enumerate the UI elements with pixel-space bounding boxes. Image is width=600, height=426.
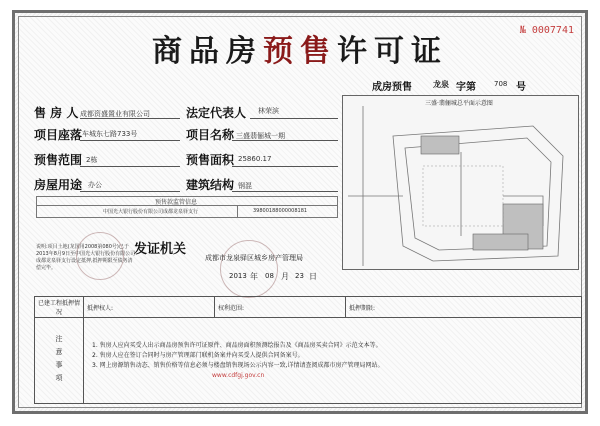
underline [232, 140, 338, 141]
note-1: 1. 售房人应向买受人出示商品房预售许可证原件、商品房面积预测绘报告及《商品房买卖合同》示范文本等。 [92, 341, 382, 349]
row1-label: 已建工程抵押情况 [35, 297, 84, 318]
official-seal [76, 232, 124, 280]
notes-content [84, 318, 582, 404]
date-month: 08 [265, 272, 274, 280]
notes-label: 注意事项 [35, 318, 84, 404]
date-day: 23 [295, 272, 304, 280]
bank-account-no: 39800188000008181 [253, 208, 308, 214]
site-plan-drawing [343, 96, 579, 270]
underline [232, 191, 338, 192]
date-y: 年 [250, 272, 258, 281]
cert-no-number: 708 [494, 80, 508, 88]
label-legal-rep: 法定代表人 [186, 106, 247, 120]
underline [232, 166, 338, 167]
underline [80, 140, 180, 141]
underline [80, 118, 180, 119]
value-scope: 2栋 [86, 156, 98, 164]
title-part-highlight: 预售 [263, 34, 337, 69]
value-project-name: 三盛翡俪城一期 [236, 132, 285, 140]
label-seller: 售 房 人 [34, 106, 79, 120]
official-seal [220, 240, 278, 298]
value-area: 25860.17 [238, 155, 272, 163]
date-d: 日 [309, 272, 317, 281]
value-location: 车城东七路733号 [82, 130, 138, 138]
label-location: 项目座落 [34, 128, 83, 142]
label-area: 预售面积 [186, 153, 235, 167]
cert-no-label-c: 号 [516, 82, 526, 93]
label-project-name: 项目名称 [186, 128, 235, 142]
date-year: 2013 [229, 272, 247, 280]
note-2: 2. 售房人应在签订合同时与房产管理部门联机备案并向买受人提供合同备案号。 [92, 351, 304, 359]
label-scope: 预售范围 [34, 153, 83, 167]
issuer-label: 发证机关 [134, 242, 187, 257]
website-link[interactable]: www.cdfgj.gov.cn [212, 371, 265, 379]
label-structure: 建筑结构 [186, 178, 235, 192]
bank-supervision-table [36, 196, 338, 218]
mortgage-note: 说明:项目土地(龙国用2008第080号)已于2013年8月9日至中国光大银行股份有限公司成都龙泉驿支行设定抵押,抵押期限至债务清偿完毕。 [36, 244, 136, 271]
document-title [0, 26, 600, 70]
map-label: 三盛·翡俪城总平面示意图 [425, 100, 493, 107]
bottom-info-table [34, 296, 582, 404]
underline [80, 191, 180, 192]
underline [80, 166, 180, 167]
value-legal-rep: 林荣滨 [258, 107, 279, 115]
note-3: 3. 网上房源销售动态、销售价格等信息必须与楼盘销售现场公示内容一致,详情请查阅成都市房产管理局网站。 [92, 361, 384, 369]
title-part-2: 许可证 [337, 34, 448, 69]
value-seller: 成都资盛置业有限公司 [80, 110, 150, 118]
bank-header: 预售款监管信息 [155, 199, 198, 206]
value-use: 办公 [88, 181, 102, 189]
site-plan-map [342, 95, 579, 270]
cert-no-label-a: 成房预售 [372, 82, 412, 93]
value-structure: 钢混 [238, 182, 252, 190]
mortgagee: 抵押权人: [84, 297, 215, 318]
serial-number: № 0007741 [519, 25, 574, 36]
mortgage-period: 抵押期限: [346, 297, 582, 318]
date-m: 月 [281, 272, 289, 281]
underline [250, 118, 338, 119]
cert-no-region: 龙泉 [433, 80, 449, 89]
authority-name: 成都市龙泉驿区城乡房产管理局 [205, 254, 303, 262]
label-use: 房屋用途 [34, 178, 83, 192]
title-part-1: 商品房 [152, 34, 263, 69]
cert-no-label-b: 字第 [456, 82, 476, 93]
bank-account-name: 中国光大银行股份有限公司成都龙泉驿支行 [103, 209, 199, 215]
right-scope: 权利范围: [215, 297, 346, 318]
